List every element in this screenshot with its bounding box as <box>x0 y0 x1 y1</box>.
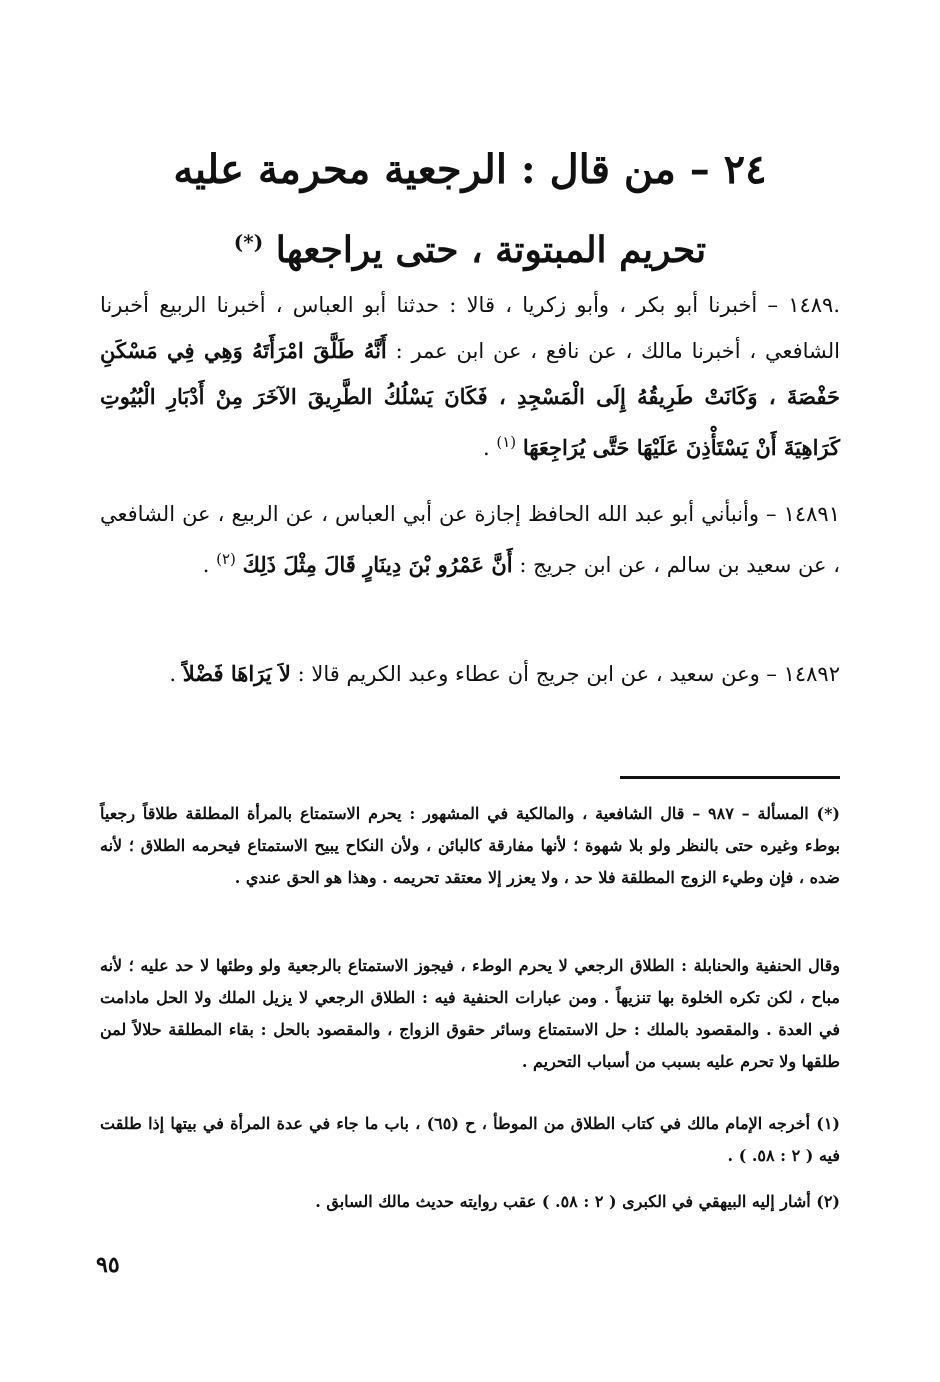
footnote-divider <box>620 776 840 779</box>
footnote-2: (٢) أشار إليه البيهقي في الكبرى ( ٢ : ٥٨. ) عقب روايته حديث مالك السابق . <box>315 1192 840 1211</box>
footnote-hanafi: وقال الحنفية والحنابلة : الطلاق الرجعي لا يحرم الوطء ، فيجوز الاستمتاع بالرجعية ولو وطئها لا حد عليه ؛ لأنه مباح ، لكن تكره الخلوة بها تنزيهاً . ومن عبارات الحنفية فيه : الطلاق الرجعي لا يزيل الملك ولا الحل مادامت في العدة . والمقصود بالملك : حل الاستمتاع وسائر حقوق الزواج ، والمقصود بالحل : بقاء المطلقة حلالاً لمن طلقها ولا تحرم عليه بسبب من أسباب التحريم . <box>100 956 841 1071</box>
footnote-1: (١) أخرجه الإمام مالك في كتاب الطلاق من الموطأ ، ح (٦٥) ، باب ما جاء في عدة المرأة في بيتها إذا طلقت فيه ( ٢ : ٥٨. ) . <box>100 1114 840 1165</box>
hadith-text: ١٤٨٩١ – وأنبأني أبو عبد الله الحافظ إجازة عن أبي العباس ، عن الربيع ، عن الشافعي ، عن سعيد بن سالم ، عن ابن جريج : <box>100 502 840 577</box>
page-number: ٩٥ <box>96 1252 120 1278</box>
hadith-14892 <box>100 651 840 697</box>
hadith-14889 <box>100 283 840 471</box>
chapter-subtitle <box>100 212 840 280</box>
chapter-subtitle-text: تحريم المبتوتة ، حتى يراجعها <box>275 229 707 271</box>
footnote-star: (*) المسألة – ٩٨٧ – قال الشافعية ، والمالكية في المشهور : يحرم الاستمتاع بالمرأة المطلقة طلاقاً رجعياً بوطء وغيره حتى بالنظر ولو بلا شهوة ؛ لأنها مفارقة كالبائن ، ولأن النكاح يبيح الاستمتاع فيحرمه الطلاق ؛ لأنه ضده ، فإن وطيء الزوج المطلقة فلا حد ، ولا يعزر إلا معتقد تحريمه . وهذا هو الحق عندي . <box>100 804 841 887</box>
footnote-ref: (٢) <box>216 550 236 568</box>
hadith-quote: أَنَّ عَمْرُو بْنَ دِينَارٍ قَالَ مِثْلَ ذَلِكَ <box>242 552 513 577</box>
chapter-subtitle-mark: (*) <box>233 230 264 254</box>
hadith-quote: أَنَّهُ طَلَّقَ امْرَأَتَهُ وَهِي فِي مَسْكَنِ حَفْصَةَ ، وَكَانَتْ طَرِيقُهُ إِلَى الْمَسْجِدِ ، فَكَانَ يَسْلُكُ الطَّرِيقَ الآخَرَ مِنْ أَدْبَارِ الْبُيُوتِ كَرَاهِيَةَ أَنْ يَسْتَأْذِنَ عَلَيْهَا حَتَّى يُرَاجِعَهَا <box>100 338 840 460</box>
hadith-end: . <box>482 436 490 460</box>
footnote-ref: (١) <box>496 433 517 451</box>
hadith-end: . <box>169 662 177 686</box>
hadith-quote: لاَ يَرَاهَا فَضْلاً <box>182 661 291 686</box>
hadith-end: . <box>202 553 210 577</box>
hadith-text: .١٤٨٩ – أخبرنا أبو بكر ، وأبو زكريا ، قالا : حدثنا أبو العباس ، أخبرنا الربيع أخبرنا الشافعي ، أخبرنا مالك ، عن نافع ، عن ابن عمر : <box>100 293 841 363</box>
chapter-title: ٢٤ – من قال : الرجعية محرمة عليه <box>173 146 767 193</box>
hadith-text: ١٤٨٩٢ – وعن سعيد ، عن ابن جريج أن عطاء وعبد الكريم قالا : <box>297 662 840 686</box>
hadith-14891 <box>100 492 840 588</box>
